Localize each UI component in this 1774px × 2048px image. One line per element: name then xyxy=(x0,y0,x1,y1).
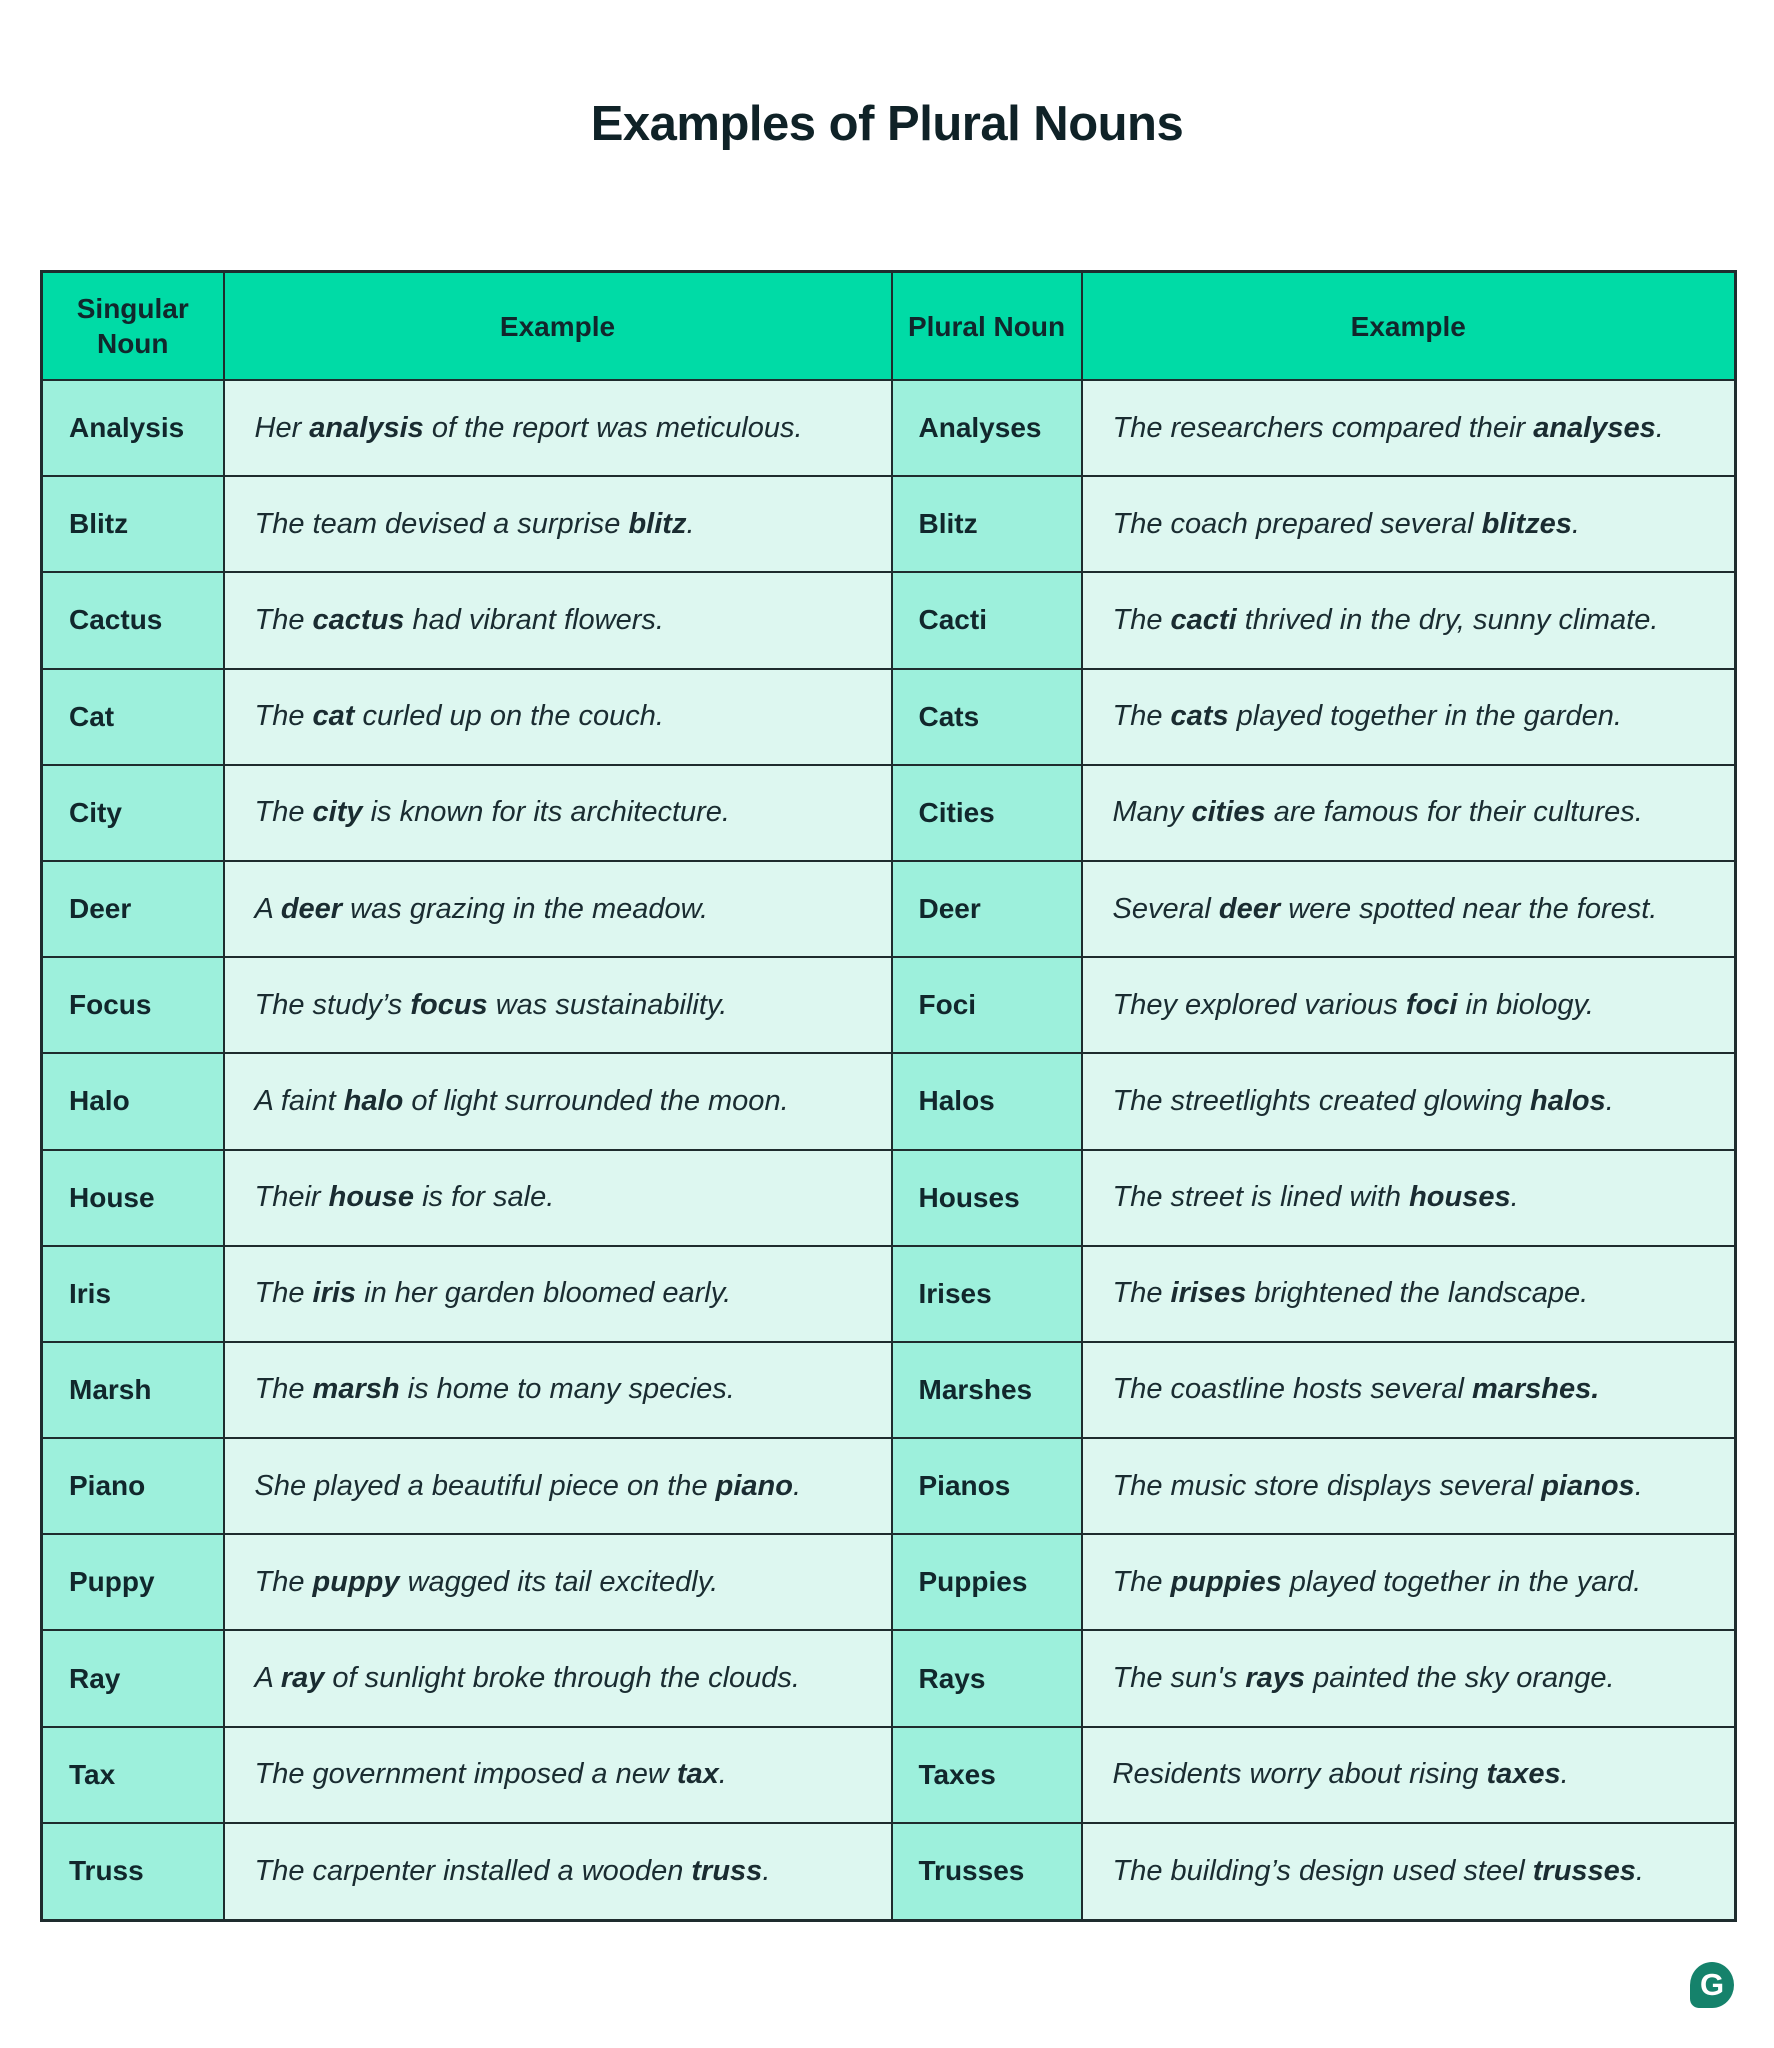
singular-noun-cell: Puppy xyxy=(42,1534,224,1630)
table-row xyxy=(42,1053,1736,1149)
plural-noun-cell: Halos xyxy=(892,1053,1082,1149)
table-header-row xyxy=(42,272,1736,381)
table-row xyxy=(42,1150,1736,1246)
singular-noun-cell: Truss xyxy=(42,1823,224,1921)
header-plural-noun: Plural Noun xyxy=(892,272,1082,381)
singular-noun-cell: House xyxy=(42,1150,224,1246)
plural-example-cell: The building’s design used steel trusses. xyxy=(1082,1823,1736,1921)
plural-noun-cell: Blitz xyxy=(892,476,1082,572)
plural-example-cell: The cacti thrived in the dry, sunny climate. xyxy=(1082,572,1736,668)
plural-noun-cell: Houses xyxy=(892,1150,1082,1246)
plural-example-cell: The coastline hosts several marshes. xyxy=(1082,1342,1736,1438)
singular-noun-cell: Marsh xyxy=(42,1342,224,1438)
singular-noun-cell: Iris xyxy=(42,1246,224,1342)
table-row xyxy=(42,1534,1736,1630)
plural-noun-cell: Trusses xyxy=(892,1823,1082,1921)
plural-example-cell: They explored various foci in biology. xyxy=(1082,957,1736,1053)
singular-example-cell: The carpenter installed a wooden truss. xyxy=(224,1823,892,1921)
singular-example-cell: Her analysis of the report was meticulous. xyxy=(224,380,892,476)
table-row xyxy=(42,1630,1736,1726)
plural-noun-cell: Cacti xyxy=(892,572,1082,668)
plural-example-cell: The street is lined with houses. xyxy=(1082,1150,1736,1246)
singular-noun-cell: Deer xyxy=(42,861,224,957)
singular-example-cell: Their house is for sale. xyxy=(224,1150,892,1246)
singular-example-cell: The iris in her garden bloomed early. xyxy=(224,1246,892,1342)
header-singular-noun: Singular Noun xyxy=(42,272,224,381)
plural-noun-cell: Analyses xyxy=(892,380,1082,476)
plural-noun-cell: Irises xyxy=(892,1246,1082,1342)
singular-example-cell: A deer was grazing in the meadow. xyxy=(224,861,892,957)
plural-example-cell: The puppies played together in the yard. xyxy=(1082,1534,1736,1630)
plural-example-cell: Several deer were spotted near the forest. xyxy=(1082,861,1736,957)
plural-example-cell: The researchers compared their analyses. xyxy=(1082,380,1736,476)
plural-example-cell: The music store displays several pianos. xyxy=(1082,1438,1736,1534)
plural-example-cell: The sun's rays painted the sky orange. xyxy=(1082,1630,1736,1726)
singular-noun-cell: Halo xyxy=(42,1053,224,1149)
singular-noun-cell: City xyxy=(42,765,224,861)
table-row xyxy=(42,1246,1736,1342)
singular-example-cell: The puppy wagged its tail excitedly. xyxy=(224,1534,892,1630)
singular-noun-cell: Tax xyxy=(42,1727,224,1823)
table-row xyxy=(42,380,1736,476)
singular-example-cell: The cat curled up on the couch. xyxy=(224,669,892,765)
plural-noun-cell: Cats xyxy=(892,669,1082,765)
singular-example-cell: The study’s focus was sustainability. xyxy=(224,957,892,1053)
singular-noun-cell: Blitz xyxy=(42,476,224,572)
table-row xyxy=(42,572,1736,668)
table-row xyxy=(42,957,1736,1053)
singular-example-cell: A ray of sunlight broke through the clouds. xyxy=(224,1630,892,1726)
plural-noun-cell: Pianos xyxy=(892,1438,1082,1534)
plural-example-cell: The coach prepared several blitzes. xyxy=(1082,476,1736,572)
singular-example-cell: The cactus had vibrant flowers. xyxy=(224,572,892,668)
singular-example-cell: The city is known for its architecture. xyxy=(224,765,892,861)
plural-noun-cell: Cities xyxy=(892,765,1082,861)
plural-noun-cell: Puppies xyxy=(892,1534,1082,1630)
header-plural-example: Example xyxy=(1082,272,1736,381)
table-row xyxy=(42,476,1736,572)
singular-noun-cell: Cat xyxy=(42,669,224,765)
singular-example-cell: She played a beautiful piece on the piano. xyxy=(224,1438,892,1534)
table-row xyxy=(42,861,1736,957)
singular-noun-cell: Analysis xyxy=(42,380,224,476)
plural-noun-cell: Taxes xyxy=(892,1727,1082,1823)
table-row xyxy=(42,1342,1736,1438)
plural-nouns-table xyxy=(40,270,1737,1922)
table-row xyxy=(42,765,1736,861)
plural-noun-cell: Foci xyxy=(892,957,1082,1053)
grammarly-logo-icon: G xyxy=(1690,1962,1734,2008)
plural-noun-cell: Rays xyxy=(892,1630,1082,1726)
table-row xyxy=(42,1823,1736,1921)
plural-example-cell: Many cities are famous for their cultures. xyxy=(1082,765,1736,861)
table-body xyxy=(42,380,1736,1921)
table-row xyxy=(42,1727,1736,1823)
plural-example-cell: The irises brightened the landscape. xyxy=(1082,1246,1736,1342)
table-row xyxy=(42,669,1736,765)
singular-example-cell: The marsh is home to many species. xyxy=(224,1342,892,1438)
singular-noun-cell: Cactus xyxy=(42,572,224,668)
singular-example-cell: A faint halo of light surrounded the moon. xyxy=(224,1053,892,1149)
plural-example-cell: Residents worry about rising taxes. xyxy=(1082,1727,1736,1823)
singular-example-cell: The government imposed a new tax. xyxy=(224,1727,892,1823)
plural-noun-cell: Deer xyxy=(892,861,1082,957)
page-title: Examples of Plural Nouns xyxy=(590,97,1184,151)
plural-example-cell: The cats played together in the garden. xyxy=(1082,669,1736,765)
plural-example-cell: The streetlights created glowing halos. xyxy=(1082,1053,1736,1149)
singular-example-cell: The team devised a surprise blitz. xyxy=(224,476,892,572)
plural-noun-cell: Marshes xyxy=(892,1342,1082,1438)
table-row xyxy=(42,1438,1736,1534)
singular-noun-cell: Focus xyxy=(42,957,224,1053)
singular-noun-cell: Ray xyxy=(42,1630,224,1726)
singular-noun-cell: Piano xyxy=(42,1438,224,1534)
header-singular-example: Example xyxy=(224,272,892,381)
